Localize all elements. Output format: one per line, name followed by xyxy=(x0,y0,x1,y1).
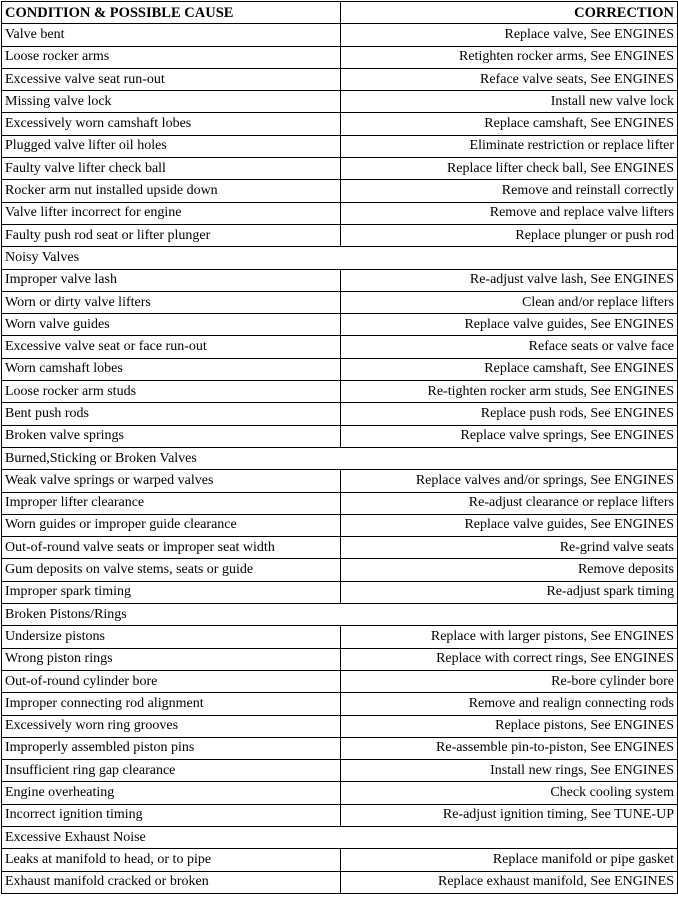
cause-cell: Improper connecting rod alignment xyxy=(2,693,341,715)
correction-cell: Replace valve guides, See ENGINES xyxy=(341,514,678,536)
cause-cell: Plugged valve lifter oil holes xyxy=(2,135,341,157)
section-row xyxy=(2,604,678,626)
header-cause: CONDITION & POSSIBLE CAUSE xyxy=(2,2,341,24)
section-row xyxy=(2,247,678,269)
cause-cell: Faulty push rod seat or lifter plunger xyxy=(2,224,341,246)
table-row xyxy=(2,68,678,90)
table-row xyxy=(2,135,678,157)
header-row xyxy=(2,2,678,24)
cause-cell: Exhaust manifold cracked or broken xyxy=(2,871,341,893)
cause-cell: Valve bent xyxy=(2,24,341,46)
correction-cell: Re-adjust valve lash, See ENGINES xyxy=(341,269,678,291)
correction-cell: Replace pistons, See ENGINES xyxy=(341,715,678,737)
cause-cell: Engine overheating xyxy=(2,782,341,804)
cause-cell: Wrong piston rings xyxy=(2,648,341,670)
table-row xyxy=(2,737,678,759)
correction-cell: Re-bore cylinder bore xyxy=(341,670,678,692)
cause-cell: Incorrect ignition timing xyxy=(2,804,341,826)
table-row xyxy=(2,849,678,871)
cause-cell: Worn camshaft lobes xyxy=(2,358,341,380)
cause-cell: Worn guides or improper guide clearance xyxy=(2,514,341,536)
correction-cell: Replace with correct rings, See ENGINES xyxy=(341,648,678,670)
correction-cell: Eliminate restriction or replace lifter xyxy=(341,135,678,157)
correction-cell: Retighten rocker arms, See ENGINES xyxy=(341,46,678,68)
table-row xyxy=(2,514,678,536)
correction-cell: Replace manifold or pipe gasket xyxy=(341,849,678,871)
table-row xyxy=(2,291,678,313)
cause-cell: Missing valve lock xyxy=(2,91,341,113)
section-title: Excessive Exhaust Noise xyxy=(2,826,678,848)
table-row xyxy=(2,537,678,559)
correction-cell: Install new rings, See ENGINES xyxy=(341,760,678,782)
correction-cell: Replace lifter check ball, See ENGINES xyxy=(341,158,678,180)
table-row xyxy=(2,336,678,358)
table-row xyxy=(2,559,678,581)
cause-cell: Out-of-round valve seats or improper seat width xyxy=(2,537,341,559)
correction-cell: Remove and reinstall correctly xyxy=(341,180,678,202)
cause-cell: Gum deposits on valve stems, seats or guide xyxy=(2,559,341,581)
cause-cell: Bent push rods xyxy=(2,403,341,425)
cause-cell: Rocker arm nut installed upside down xyxy=(2,180,341,202)
correction-cell: Reface valve seats, See ENGINES xyxy=(341,68,678,90)
cause-cell: Improper valve lash xyxy=(2,269,341,291)
table-row xyxy=(2,314,678,336)
cause-cell: Out-of-round cylinder bore xyxy=(2,670,341,692)
table-row xyxy=(2,180,678,202)
correction-cell: Replace valves and/or springs, See ENGINES xyxy=(341,470,678,492)
table-row xyxy=(2,626,678,648)
correction-cell: Re-tighten rocker arm studs, See ENGINES xyxy=(341,381,678,403)
correction-cell: Install new valve lock xyxy=(341,91,678,113)
correction-cell: Re-grind valve seats xyxy=(341,537,678,559)
cause-cell: Improper spark timing xyxy=(2,581,341,603)
table-row xyxy=(2,24,678,46)
table-row xyxy=(2,425,678,447)
correction-cell: Replace with larger pistons, See ENGINES xyxy=(341,626,678,648)
section-title: Broken Pistons/Rings xyxy=(2,604,678,626)
cause-cell: Loose rocker arms xyxy=(2,46,341,68)
cause-cell: Excessive valve seat or face run-out xyxy=(2,336,341,358)
cause-cell: Leaks at manifold to head, or to pipe xyxy=(2,849,341,871)
correction-cell: Check cooling system xyxy=(341,782,678,804)
table-row xyxy=(2,358,678,380)
cause-cell: Weak valve springs or warped valves xyxy=(2,470,341,492)
table-row xyxy=(2,46,678,68)
table-row xyxy=(2,715,678,737)
cause-cell: Valve lifter incorrect for engine xyxy=(2,202,341,224)
cause-cell: Improper lifter clearance xyxy=(2,492,341,514)
header-correction: CORRECTION xyxy=(341,2,678,24)
correction-cell: Remove and realign connecting rods xyxy=(341,693,678,715)
correction-cell: Re-adjust clearance or replace lifters xyxy=(341,492,678,514)
table-row xyxy=(2,648,678,670)
table-row xyxy=(2,492,678,514)
cause-cell: Undersize pistons xyxy=(2,626,341,648)
cause-cell: Worn or dirty valve lifters xyxy=(2,291,341,313)
correction-cell: Remove deposits xyxy=(341,559,678,581)
table-row xyxy=(2,670,678,692)
cause-cell: Broken valve springs xyxy=(2,425,341,447)
cause-cell: Worn valve guides xyxy=(2,314,341,336)
table-row xyxy=(2,202,678,224)
table-row xyxy=(2,760,678,782)
table-body xyxy=(2,24,678,894)
table-row xyxy=(2,804,678,826)
table-row xyxy=(2,91,678,113)
table-row xyxy=(2,113,678,135)
cause-cell: Faulty valve lifter check ball xyxy=(2,158,341,180)
correction-cell: Replace valve, See ENGINES xyxy=(341,24,678,46)
table-row xyxy=(2,693,678,715)
table-row xyxy=(2,269,678,291)
section-title: Noisy Valves xyxy=(2,247,678,269)
table-row xyxy=(2,782,678,804)
correction-cell: Replace exhaust manifold, See ENGINES xyxy=(341,871,678,893)
table-row xyxy=(2,871,678,893)
table-row xyxy=(2,381,678,403)
cause-cell: Excessively worn ring grooves xyxy=(2,715,341,737)
correction-cell: Re-adjust spark timing xyxy=(341,581,678,603)
table-row xyxy=(2,470,678,492)
correction-cell: Replace plunger or push rod xyxy=(341,224,678,246)
correction-cell: Re-assemble pin-to-piston, See ENGINES xyxy=(341,737,678,759)
correction-cell: Replace valve springs, See ENGINES xyxy=(341,425,678,447)
correction-cell: Replace camshaft, See ENGINES xyxy=(341,358,678,380)
table-row xyxy=(2,581,678,603)
correction-cell: Replace camshaft, See ENGINES xyxy=(341,113,678,135)
section-title: Burned,Sticking or Broken Valves xyxy=(2,447,678,469)
correction-cell: Replace valve guides, See ENGINES xyxy=(341,314,678,336)
cause-cell: Excessive valve seat run-out xyxy=(2,68,341,90)
correction-cell: Replace push rods, See ENGINES xyxy=(341,403,678,425)
correction-cell: Clean and/or replace lifters xyxy=(341,291,678,313)
troubleshooting-table xyxy=(1,1,678,894)
cause-cell: Improperly assembled piston pins xyxy=(2,737,341,759)
section-row xyxy=(2,826,678,848)
cause-cell: Insufficient ring gap clearance xyxy=(2,760,341,782)
cause-cell: Excessively worn camshaft lobes xyxy=(2,113,341,135)
cause-cell: Loose rocker arm studs xyxy=(2,381,341,403)
table-row xyxy=(2,158,678,180)
table-row xyxy=(2,403,678,425)
correction-cell: Reface seats or valve face xyxy=(341,336,678,358)
correction-cell: Remove and replace valve lifters xyxy=(341,202,678,224)
section-row xyxy=(2,447,678,469)
table-row xyxy=(2,224,678,246)
correction-cell: Re-adjust ignition timing, See TUNE-UP xyxy=(341,804,678,826)
